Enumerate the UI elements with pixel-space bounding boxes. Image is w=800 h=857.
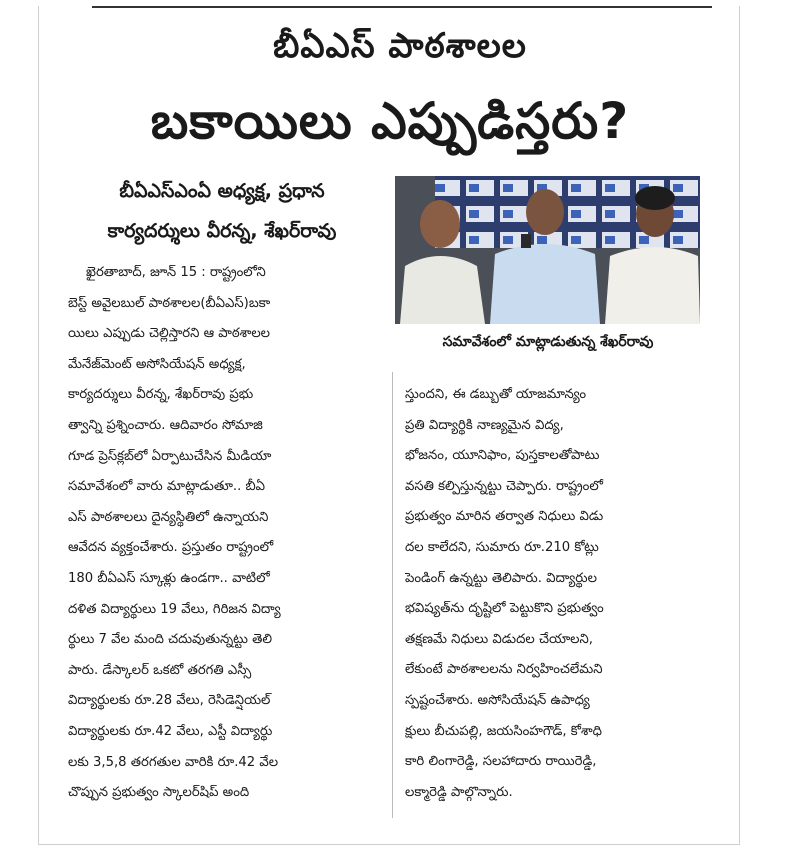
body-line: ప్రతి విద్యార్థికి నాణ్యమైన విద్య, xyxy=(405,417,564,433)
body-line: చొప్పున ప్రభుత్వం స్కాలర్‌షిప్ అంది xyxy=(68,785,250,801)
photo-caption: సమావేశంలో మాట్లాడుతున్న శేఖర్‌రావు xyxy=(442,334,654,350)
body-line: స్తుందని, ఈ డబ్బుతో యాజమాన్యం xyxy=(405,387,587,402)
body-line: ఖైరతాబాద్, జూన్ 15 : రాష్ట్రంలోని xyxy=(86,265,266,280)
column-divider xyxy=(392,372,393,818)
body-line: తక్షణమే నిధులు విడుదల చేయాలని, xyxy=(405,631,593,647)
body-line: గూడ ప్రెస్‌క్లబ్‌లో ఏర్పాటుచేసిన మీడియా xyxy=(68,448,272,464)
body-line: పెండింగ్ ఉన్నట్టు తెలిపారు. విద్యార్థుల xyxy=(405,570,597,586)
body-line: భవిష్యత్‌ను దృష్టిలో పెట్టుకొని ప్రభుత్వం xyxy=(405,601,604,617)
body-line: విద్యార్థులకు రూ.28 వేలు, రెసిడెన్షియల్ xyxy=(68,693,271,709)
body-line: యిలు ఎప్పుడు చెల్లిస్తారని ఆ పాఠశాలల xyxy=(68,326,271,342)
body-line: లక్మారెడ్డి పాల్గొన్నారు. xyxy=(405,784,513,800)
article-column-1 xyxy=(68,258,380,809)
deck-line-2: కార్యదర్శులు వీరన్న, శేఖర్‌రావు xyxy=(107,220,337,242)
body-line: స్పష్టంచేశారు. అసోసియేషన్ ఉపాధ్య xyxy=(405,692,590,708)
top-rule xyxy=(92,6,712,8)
body-line: దల కాలేదని, సుమారు రూ.210 కోట్లు xyxy=(405,539,599,555)
body-line: కారి లింగారెడ్డి, సలహాదారు రాయిరెడ్డి, xyxy=(405,754,597,770)
kicker: బీఏఎస్ పాఠశాలల xyxy=(273,26,527,66)
body-line: త్వాన్ని ప్రశ్నించారు. ఆదివారం సోమాజి xyxy=(68,417,263,433)
body-line: బెస్ట్ అవైలబుల్ పాఠశాలల(బీఏఎస్)బకా xyxy=(68,295,271,311)
body-line: కార్యదర్శులు వీరన్న, శేఖర్‌రావు ప్రభు xyxy=(68,387,254,403)
body-line: ఎస్ పాఠశాలలు దైన్యస్థితిలో ఉన్నాయని xyxy=(68,509,269,525)
body-line: 180 బీఏఎస్ స్కూళ్లు ఉండగా.. వాటిలో xyxy=(68,570,270,586)
body-line: ఆవేదన వ్యక్తంచేశారు. ప్రస్తుతం రాష్ట్రంలో xyxy=(68,540,274,556)
body-line: క్షులు బీచుపల్లి, జయసింహగౌడ్, కోశాధి xyxy=(405,723,602,739)
body-line: విద్యార్థులకు రూ.42 వేలు, ఎస్టీ విద్యార్థు xyxy=(68,723,273,739)
body-line: లేకుంటే పాఠశాలలను నిర్వహించలేమని xyxy=(405,662,603,678)
body-line: భోజనం, యూనిఫాం, పుస్తకాలతోపాటు xyxy=(405,448,600,464)
press-meet-photo xyxy=(395,176,700,324)
body-line: వసతి కల్పిస్తున్నట్టు చెప్పారు. రాష్ట్రంలో xyxy=(405,478,603,494)
deck-line-1: బీఏఎస్ఎంఏ అధ్యక్ష, ప్రధాన xyxy=(119,180,325,202)
headline: బకాయిలు ఎప్పుడిస్తరు? xyxy=(150,92,630,150)
article-column-2 xyxy=(405,380,703,808)
body-line: సమావేశంలో వారు మాట్లాడుతూ.. బీఏ xyxy=(68,479,266,495)
news-photo xyxy=(395,176,700,324)
body-line: ప్రభుత్వం మారిన తర్వాత నిధులు విడు xyxy=(405,509,604,525)
body-line: లకు 3,5,8 తరగతుల వారికి రూ.42 వేల xyxy=(68,754,279,770)
body-line: ర్థులు 7 వేల మంది చదువుతున్నట్టు తెలి xyxy=(68,632,273,648)
body-line: దళిత విద్యార్థులు 19 వేలు, గిరిజన విద్యా xyxy=(68,601,281,617)
body-line: మేనేజ్‌మెంట్ అసోసియేషన్ అధ్యక్ష, xyxy=(68,356,246,372)
body-line: పారు. డేస్కాలర్ ఒకటో తరగతి ఎస్సీ xyxy=(68,662,252,678)
